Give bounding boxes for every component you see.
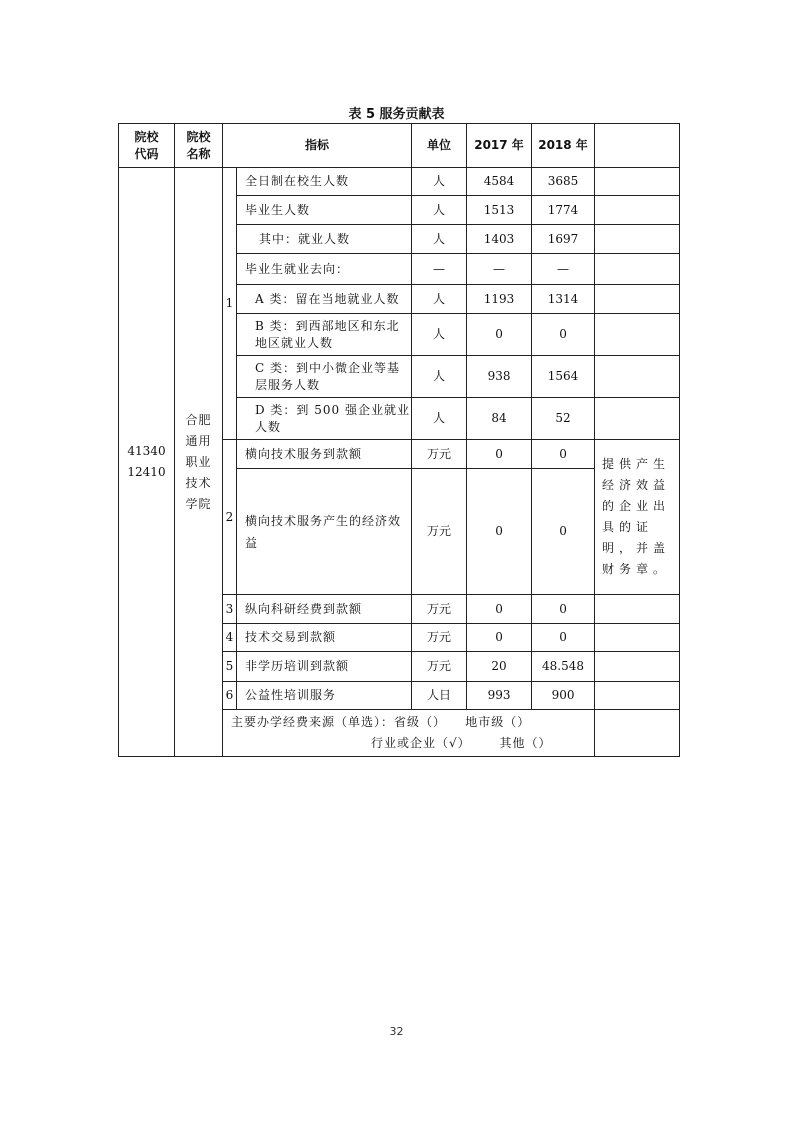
unit-cell: 万元 (412, 624, 467, 652)
school-code-cell (119, 168, 175, 757)
section-number: 2 (223, 440, 237, 595)
value-2018-cell: 0 (532, 440, 595, 469)
unit-cell: 万元 (412, 469, 467, 595)
remark-cell (595, 710, 680, 757)
indicator-cell: 横向技术服务到款额 (237, 440, 412, 469)
indicator-cell: 毕业生就业去向： (237, 254, 412, 285)
remark-cell (595, 254, 680, 285)
unit-cell: 万元 (412, 440, 467, 469)
unit-cell: 人 (412, 285, 467, 314)
unit-cell: 人 (412, 356, 467, 398)
value-2017-cell: 993 (467, 682, 532, 710)
value-2018-cell: 1697 (532, 225, 595, 254)
unit-cell: 人日 (412, 682, 467, 710)
value-2018-cell: 900 (532, 682, 595, 710)
value-2017-cell: 84 (467, 398, 532, 440)
remark-cell (595, 652, 680, 682)
remark-cell (595, 168, 680, 196)
section-number: 3 (223, 595, 237, 624)
value-2017-cell: 20 (467, 652, 532, 682)
value-2017-cell: 1513 (467, 196, 532, 225)
unit-cell: — (412, 254, 467, 285)
remark-cell (595, 285, 680, 314)
value-2018-cell: 1314 (532, 285, 595, 314)
value-2017-cell: — (467, 254, 532, 285)
header-row (119, 124, 680, 168)
value-2017-cell: 0 (467, 440, 532, 469)
unit-cell: 人 (412, 398, 467, 440)
school-code: 41340 12410 (127, 444, 166, 479)
value-2018-cell: — (532, 254, 595, 285)
table-title: 表 5 服务贡献表 (348, 107, 445, 122)
school-name-cell (175, 168, 223, 757)
header-2018: 2018 年 (532, 124, 595, 168)
funding-line-2: 行业或企业（√） 其他（） (371, 736, 552, 750)
value-2018-cell: 1564 (532, 356, 595, 398)
value-2017-cell: 0 (467, 595, 532, 624)
value-2017-cell: 0 (467, 469, 532, 595)
unit-cell: 人 (412, 314, 467, 356)
section-number: 5 (223, 652, 237, 682)
indicator-cell: C 类：到中小微企业等基层服务人数 (237, 356, 412, 398)
value-2018-cell: 52 (532, 398, 595, 440)
remark-cell (595, 314, 680, 356)
value-2018-cell: 3685 (532, 168, 595, 196)
value-2017-cell: 0 (467, 624, 532, 652)
value-2018-cell: 48.548 (532, 652, 595, 682)
value-2017-cell: 1403 (467, 225, 532, 254)
header-2017: 2017 年 (467, 124, 532, 168)
remark-cell (595, 225, 680, 254)
header-name (175, 124, 223, 168)
remark-cell (595, 196, 680, 225)
remark-cell (595, 398, 680, 440)
value-2018-cell: 0 (532, 595, 595, 624)
remark-cell: 提供产生经济效益的企业出具的证明，并盖财务章。 (595, 440, 680, 595)
funding-line-1: 主要办学经费来源（单选）：省级（） 地市级（） (231, 715, 531, 729)
indicator-cell: 横向技术服务产生的经济效益 (237, 469, 412, 595)
remark-cell (595, 356, 680, 398)
value-2017-cell: 1193 (467, 285, 532, 314)
header-name-text: 院校 名称 (186, 129, 211, 161)
header-code (119, 124, 175, 168)
header-code-text: 院校 代码 (134, 129, 159, 161)
remark-cell (595, 624, 680, 652)
value-2017-cell: 4584 (467, 168, 532, 196)
section-number: 4 (223, 624, 237, 652)
table-row (119, 168, 680, 196)
remark-cell (595, 595, 680, 624)
indicator-cell: 技术交易到款额 (237, 624, 412, 652)
indicator-cell: 公益性培训服务 (237, 682, 412, 710)
unit-cell: 人 (412, 196, 467, 225)
section-number: 1 (223, 168, 237, 440)
value-2018-cell: 1774 (532, 196, 595, 225)
indicator-cell: 全日制在校生人数 (237, 168, 412, 196)
indicator-cell: A 类：留在当地就业人数 (237, 285, 412, 314)
header-unit: 单位 (412, 124, 467, 168)
indicator-cell: B 类：到西部地区和东北地区就业人数 (237, 314, 412, 356)
remark-cell (595, 682, 680, 710)
value-2018-cell: 0 (532, 469, 595, 595)
value-2018-cell: 0 (532, 314, 595, 356)
section-number: 6 (223, 682, 237, 710)
indicator-cell: 纵向科研经费到款额 (237, 595, 412, 624)
header-remark (595, 124, 680, 168)
indicator-cell: 毕业生人数 (237, 196, 412, 225)
indicator-cell: D 类：到 500 强企业就业人数 (237, 398, 412, 440)
service-contribution-table (118, 123, 680, 757)
value-2017-cell: 0 (467, 314, 532, 356)
value-2017-cell: 938 (467, 356, 532, 398)
unit-cell: 万元 (412, 652, 467, 682)
unit-cell: 人 (412, 225, 467, 254)
indicator-cell: 非学历培训到款额 (237, 652, 412, 682)
value-2018-cell: 0 (532, 624, 595, 652)
unit-cell: 万元 (412, 595, 467, 624)
unit-cell: 人 (412, 168, 467, 196)
school-name: 合肥 通用 职业 技术 学院 (185, 412, 212, 511)
funding-source-cell (223, 710, 595, 757)
page-number: 32 (389, 1025, 404, 1038)
indicator-cell: 其中：就业人数 (237, 225, 412, 254)
header-indicator: 指标 (223, 124, 412, 168)
